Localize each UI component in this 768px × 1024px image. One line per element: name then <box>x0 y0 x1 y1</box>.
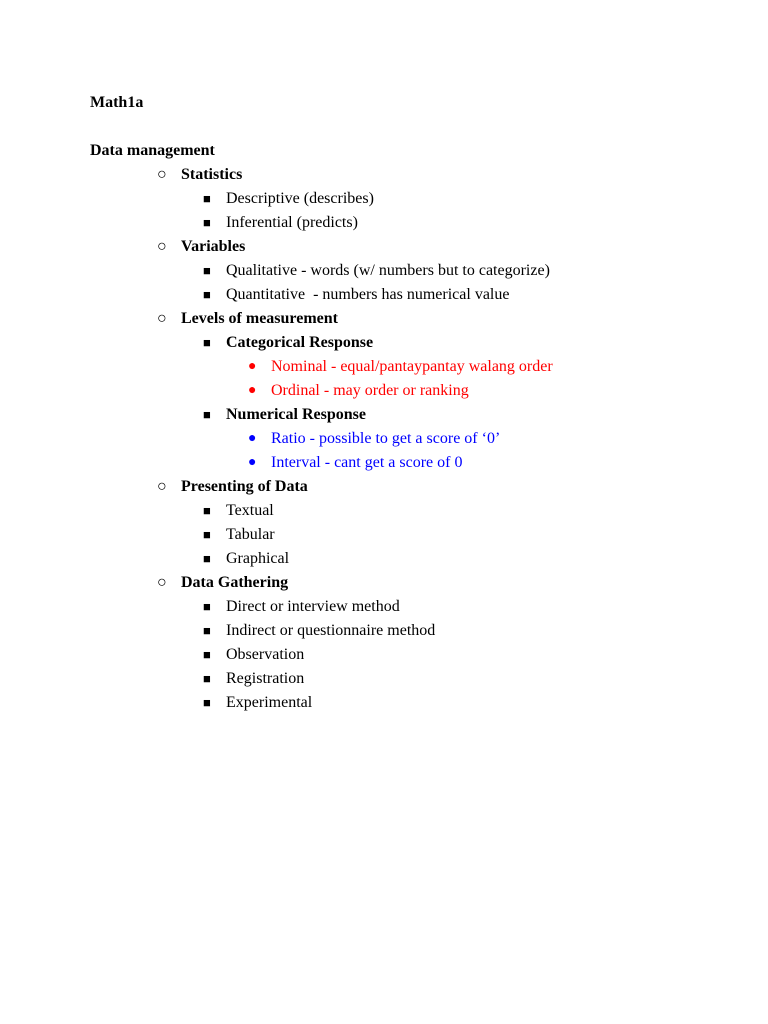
list-item <box>0 428 768 452</box>
square-bullet-icon: ■ <box>203 335 211 350</box>
square-bullet-icon: ■ <box>203 647 211 662</box>
list-item <box>0 380 768 404</box>
list-item <box>0 188 768 212</box>
list-item-text: Graphical <box>226 550 290 567</box>
outline-item-presenting-of-data <box>0 476 768 572</box>
outline-label: Categorical Response <box>226 334 374 351</box>
list-item-text: Interval - cant get a score of 0 <box>271 454 463 471</box>
list-item <box>0 668 768 692</box>
list-item-text: Descriptive (describes) <box>226 190 374 207</box>
list-item-text: Registration <box>226 670 305 687</box>
list-item <box>0 644 768 668</box>
square-bullet-icon: ■ <box>203 263 211 278</box>
list-item-text: Experimental <box>226 694 313 711</box>
list-item <box>0 356 768 380</box>
list-item <box>0 212 768 236</box>
square-bullet-icon: ■ <box>203 191 211 206</box>
square-bullet-icon: ■ <box>203 407 211 422</box>
hollow-circle-bullet-icon: ○ <box>157 166 167 183</box>
list-item-text: Direct or interview method <box>226 598 400 615</box>
outline-item-variables <box>0 236 768 308</box>
list-item-text: Observation <box>226 646 305 663</box>
list-item-text: Qualitative - words (w/ numbers but to categorize) <box>226 262 550 279</box>
list-item-text: Ratio - possible to get a score of ‘0’ <box>271 430 501 447</box>
square-bullet-icon: ■ <box>203 671 211 686</box>
list-item <box>0 524 768 548</box>
list-item-text: Inferential (predicts) <box>226 214 358 231</box>
outline-label: Presenting of Data <box>181 478 308 495</box>
list-item <box>0 620 768 644</box>
list-item <box>0 452 768 476</box>
document-title: Math1a <box>90 94 144 111</box>
outline-label: Levels of measurement <box>181 310 338 327</box>
filled-circle-bullet-icon: ● <box>248 431 257 446</box>
list-item-text: Tabular <box>226 526 275 543</box>
outline-item-categorical-response <box>0 332 768 404</box>
hollow-circle-bullet-icon: ○ <box>157 478 167 495</box>
list-item-text: Indirect or questionnaire method <box>226 622 436 639</box>
square-bullet-icon: ■ <box>203 599 211 614</box>
square-bullet-icon: ■ <box>203 551 211 566</box>
outline-item-levels-of-measurement <box>0 308 768 476</box>
outline-item-data-gathering <box>0 572 768 716</box>
square-bullet-icon: ■ <box>203 695 211 710</box>
filled-circle-bullet-icon: ● <box>248 383 257 398</box>
list-item <box>0 500 768 524</box>
square-bullet-icon: ■ <box>203 623 211 638</box>
list-item-text: Textual <box>226 502 274 519</box>
outline-item-numerical-response <box>0 404 768 476</box>
hollow-circle-bullet-icon: ○ <box>157 574 167 591</box>
list-item-text: Quantitative - numbers has numerical value <box>226 286 510 303</box>
list-item <box>0 548 768 572</box>
square-bullet-icon: ■ <box>203 215 211 230</box>
section-heading: Data management <box>90 142 215 159</box>
outline-label: Variables <box>181 238 246 255</box>
outline-list <box>0 164 768 716</box>
list-item <box>0 692 768 716</box>
filled-circle-bullet-icon: ● <box>248 359 257 374</box>
outline-item-statistics <box>0 164 768 236</box>
square-bullet-icon: ■ <box>203 287 211 302</box>
filled-circle-bullet-icon: ● <box>248 455 257 470</box>
list-item <box>0 284 768 308</box>
list-item <box>0 596 768 620</box>
hollow-circle-bullet-icon: ○ <box>157 238 167 255</box>
outline-label: Data Gathering <box>181 574 289 591</box>
outline-label: Statistics <box>181 166 243 183</box>
outline-label: Numerical Response <box>226 406 366 423</box>
hollow-circle-bullet-icon: ○ <box>157 310 167 327</box>
list-item <box>0 260 768 284</box>
list-item-text: Ordinal - may order or ranking <box>271 382 469 399</box>
square-bullet-icon: ■ <box>203 527 211 542</box>
square-bullet-icon: ■ <box>203 503 211 518</box>
list-item-text: Nominal - equal/pantaypantay walang order <box>271 358 553 375</box>
